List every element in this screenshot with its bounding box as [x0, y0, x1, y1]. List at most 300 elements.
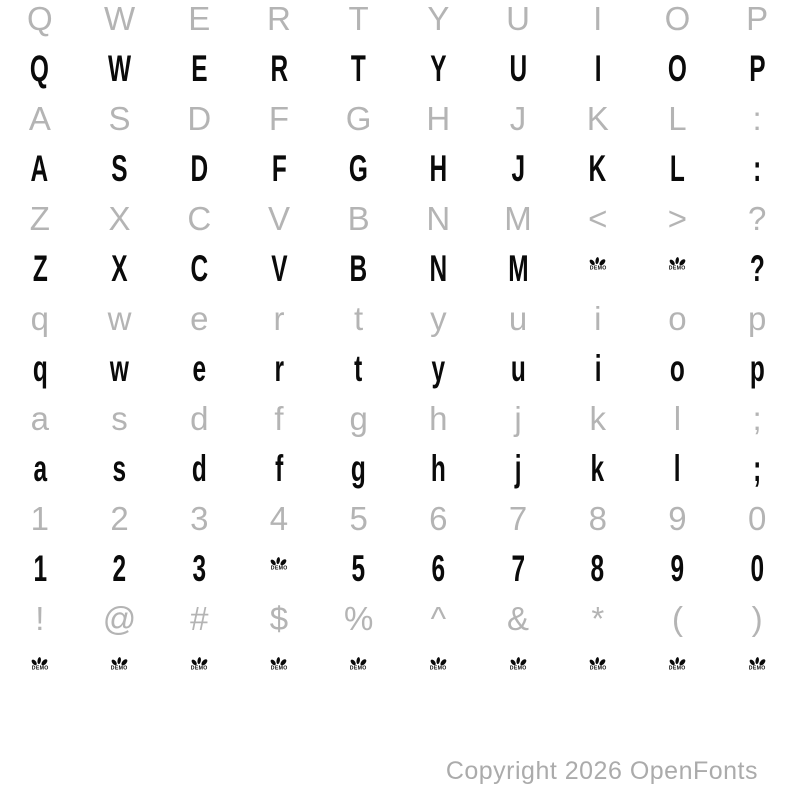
glyph-cell [638, 543, 718, 593]
glyph: W [103, 0, 136, 37]
glyph: u [510, 347, 526, 389]
glyph: O [664, 0, 691, 37]
glyph: t [354, 347, 363, 389]
glyph: ( [671, 599, 683, 637]
glyph-cell [478, 193, 558, 243]
glyph: R [267, 0, 291, 37]
glyph-cell [717, 93, 797, 143]
glyph: l [674, 447, 681, 489]
glyph: B [347, 199, 370, 237]
demo-badge [263, 556, 295, 576]
demo-badge-label: DEMO [31, 665, 49, 672]
glyph: Z [29, 199, 50, 237]
demo-glyph-placeholder-cell [239, 543, 319, 593]
glyph-cell [717, 243, 797, 293]
glyph-cell [558, 443, 638, 493]
glyph: k [590, 447, 605, 489]
glyph-cell [0, 0, 80, 43]
glyph: * [591, 599, 605, 637]
glyph: p [747, 299, 767, 337]
glyph-cell [558, 43, 638, 93]
glyph-cell [0, 443, 80, 493]
demo-glyph-placeholder-cell [558, 643, 638, 693]
glyph: C [187, 199, 212, 237]
glyph-cell [80, 143, 160, 193]
glyph: E [188, 0, 211, 37]
demo-glyph-placeholder-cell [478, 643, 558, 693]
glyph: P [748, 47, 766, 89]
glyph: ! [35, 599, 45, 637]
demo-badge-label: DEMO [589, 665, 607, 672]
glyph-cell [558, 0, 638, 43]
glyph-cell [0, 293, 80, 343]
glyph-cell [558, 93, 638, 143]
glyph-cell [638, 293, 718, 343]
glyph: @ [102, 599, 137, 637]
glyph-cell [717, 43, 797, 93]
glyph-cell [717, 393, 797, 443]
demo-glyph-placeholder-cell [239, 643, 319, 693]
glyph-cell [478, 293, 558, 343]
glyph-cell [398, 93, 478, 143]
glyph: Y [430, 47, 447, 89]
glyph: 8 [590, 547, 605, 589]
glyph-cell [239, 193, 319, 243]
glyph: ? [749, 247, 765, 289]
glyph: l [673, 399, 682, 437]
glyph-cell [319, 393, 399, 443]
glyph: L [669, 147, 685, 189]
glyph-cell [638, 393, 718, 443]
glyph: M [504, 199, 532, 237]
glyph: p [749, 347, 765, 389]
demo-glyph-placeholder-cell [717, 643, 797, 693]
glyph: r [274, 347, 284, 389]
glyph-row-4-demo [0, 143, 797, 193]
glyph-row-1-reference [0, 0, 797, 43]
demo-badge [183, 656, 215, 676]
glyph-cell [638, 193, 718, 243]
glyph: J [511, 147, 525, 189]
glyph-cell [159, 0, 239, 43]
glyph: T [351, 47, 367, 89]
glyph: A [28, 99, 51, 137]
glyph: j [514, 447, 522, 489]
glyph: Q [27, 0, 53, 37]
glyph-cell [0, 193, 80, 243]
glyph-cell [239, 143, 319, 193]
demo-badge [741, 656, 773, 676]
glyph-cell [717, 543, 797, 593]
glyph-cell [638, 93, 718, 143]
glyph: t [354, 299, 364, 337]
glyph-cell [159, 543, 239, 593]
glyph: r [273, 299, 285, 337]
glyph: V [267, 199, 290, 237]
glyph: d [190, 399, 209, 437]
glyph: H [426, 99, 451, 137]
glyph: V [270, 247, 288, 289]
glyph: R [270, 47, 288, 89]
glyph: $ [269, 599, 289, 637]
glyph-cell [319, 193, 399, 243]
glyph: 9 [670, 547, 685, 589]
demo-badge-label: DEMO [589, 265, 607, 272]
glyph: k [589, 399, 606, 437]
glyph-cell [478, 593, 558, 643]
glyph-cell [80, 443, 160, 493]
glyph-cell [159, 343, 239, 393]
glyph: 3 [190, 499, 209, 537]
glyph-cell [478, 343, 558, 393]
glyph-cell [638, 0, 718, 43]
demo-glyph-placeholder-cell [398, 643, 478, 693]
glyph-cell [717, 143, 797, 193]
glyph: 6 [431, 547, 446, 589]
copyright-text: Copyright 2026 OpenFonts [445, 757, 758, 785]
glyph: ^ [430, 599, 447, 637]
glyph: a [30, 399, 50, 437]
glyph-cell [319, 543, 399, 593]
glyph: X [108, 199, 131, 237]
glyph-cell [159, 443, 239, 493]
glyph: w [110, 347, 130, 389]
glyph-cell [159, 43, 239, 93]
glyph: 6 [429, 499, 448, 537]
glyph-cell [398, 493, 478, 543]
glyph-cell [558, 493, 638, 543]
glyph-cell [239, 343, 319, 393]
glyph: C [190, 247, 209, 289]
glyph: 4 [269, 499, 289, 537]
glyph-cell [239, 93, 319, 143]
glyph-cell [159, 93, 239, 143]
glyph-cell [0, 343, 80, 393]
glyph: D [190, 147, 209, 189]
demo-badge-label: DEMO [509, 665, 527, 672]
demo-badge [582, 256, 614, 276]
glyph: g [351, 447, 367, 489]
glyph-cell [0, 493, 80, 543]
glyph-cell [398, 193, 478, 243]
glyph-cell [0, 393, 80, 443]
demo-glyph-placeholder-cell [80, 643, 160, 693]
glyph-cell [239, 0, 319, 43]
glyph-cell [558, 193, 638, 243]
glyph: U [506, 0, 530, 37]
glyph: M [507, 247, 529, 289]
glyph-row-6-demo [0, 243, 797, 293]
demo-badge [502, 656, 534, 676]
glyph-cell [558, 143, 638, 193]
glyph: q [30, 299, 50, 337]
glyph-cell [319, 293, 399, 343]
glyph-cell [398, 443, 478, 493]
glyph: J [509, 99, 527, 137]
glyph: X [111, 247, 128, 289]
glyph: 7 [508, 499, 528, 537]
glyph-cell [239, 243, 319, 293]
glyph-cell [558, 343, 638, 393]
glyph-cell [0, 93, 80, 143]
glyph-cell [239, 43, 319, 93]
glyph-cell [80, 0, 160, 43]
glyph-cell [398, 243, 478, 293]
glyph: w [107, 299, 132, 337]
glyph-cell [319, 243, 399, 293]
glyph: F [271, 147, 287, 189]
glyph-cell [717, 443, 797, 493]
glyph-cell [80, 593, 160, 643]
glyph-cell [638, 143, 718, 193]
glyph-cell [159, 393, 239, 443]
glyph: T [348, 0, 369, 37]
glyph: i [594, 347, 602, 389]
glyph: g [349, 399, 368, 437]
glyph: d [191, 447, 207, 489]
glyph-cell [478, 93, 558, 143]
glyph: W [108, 47, 132, 89]
glyph-cell [239, 393, 319, 443]
glyph: e [190, 299, 209, 337]
glyph: f [274, 399, 284, 437]
glyph: K [586, 99, 609, 137]
glyph: ? [747, 199, 767, 237]
glyph-cell [398, 143, 478, 193]
demo-badge [582, 656, 614, 676]
demo-badge [24, 656, 56, 676]
glyph-cell [558, 293, 638, 343]
glyph-row-8-demo [0, 343, 797, 393]
demo-badge-label: DEMO [111, 665, 128, 672]
demo-badge [263, 656, 295, 676]
glyph: y [431, 347, 446, 389]
glyph: a [33, 447, 47, 489]
glyph-cell [80, 193, 160, 243]
glyph: I [594, 47, 602, 89]
glyph: h [429, 399, 448, 437]
glyph-cell [0, 593, 80, 643]
glyph: O [667, 47, 687, 89]
glyph: A [31, 147, 49, 189]
glyph: f [274, 447, 284, 489]
glyph: y [430, 299, 447, 337]
glyph: j [514, 399, 522, 437]
glyph: ) [751, 599, 763, 637]
glyph: G [349, 147, 369, 189]
glyph-cell [717, 293, 797, 343]
demo-glyph-placeholder-cell [558, 243, 638, 293]
glyph-cell [717, 593, 797, 643]
demo-badge-label: DEMO [270, 565, 288, 572]
demo-glyph-placeholder-cell [0, 643, 80, 693]
glyph-cell [0, 43, 80, 93]
demo-badge-label: DEMO [270, 665, 288, 672]
glyph: N [426, 199, 451, 237]
glyph: i [594, 299, 602, 337]
demo-badge-label: DEMO [429, 665, 447, 672]
demo-badge-label: DEMO [669, 265, 686, 272]
glyph-cell [80, 543, 160, 593]
glyph-cell [717, 193, 797, 243]
glyph-cell [319, 0, 399, 43]
glyph-row-14-demo [0, 643, 797, 693]
glyph-cell [478, 0, 558, 43]
glyph-cell [0, 143, 80, 193]
glyph: u [508, 299, 528, 337]
glyph-row-3-reference [0, 93, 797, 143]
glyph-cell [159, 243, 239, 293]
glyph: F [268, 99, 290, 137]
glyph-cell [80, 393, 160, 443]
glyph: & [507, 599, 530, 637]
glyph-cell [239, 593, 319, 643]
glyph-cell [398, 593, 478, 643]
glyph: < [588, 199, 608, 237]
glyph-cell [319, 43, 399, 93]
glyph: ; [753, 447, 762, 489]
glyph: E [191, 47, 208, 89]
glyph: e [192, 347, 207, 389]
glyph: 1 [33, 547, 47, 589]
glyph: P [746, 0, 769, 37]
glyph: 1 [30, 499, 50, 537]
glyph-row-12-demo [0, 543, 797, 593]
glyph: N [429, 247, 448, 289]
glyph: H [429, 147, 448, 189]
demo-glyph-placeholder-cell [638, 643, 718, 693]
glyph-cell [239, 493, 319, 543]
demo-glyph-placeholder-cell [319, 643, 399, 693]
demo-glyph-placeholder-cell [159, 643, 239, 693]
glyph: : [752, 99, 762, 137]
glyph-cell [558, 543, 638, 593]
glyph: 2 [110, 499, 129, 537]
glyph-row-5-reference [0, 193, 797, 243]
demo-badge [422, 656, 454, 676]
glyph-cell [717, 343, 797, 393]
glyph-cell [398, 343, 478, 393]
glyph: B [349, 247, 368, 289]
glyph-cell [80, 243, 160, 293]
glyph-row-2-demo [0, 43, 797, 93]
glyph: q [32, 347, 48, 389]
glyph-cell [319, 593, 399, 643]
glyph-cell [638, 43, 718, 93]
glyph: o [669, 347, 685, 389]
demo-badge-label: DEMO [748, 665, 766, 672]
demo-badge-label: DEMO [350, 665, 368, 672]
glyph: S [111, 147, 128, 189]
glyph-cell [159, 493, 239, 543]
demo-badge-label: DEMO [669, 665, 686, 672]
glyph-cell [398, 293, 478, 343]
demo-badge [661, 656, 693, 676]
glyph: U [509, 47, 527, 89]
glyph-cell [0, 243, 80, 293]
glyph: ; [752, 399, 762, 437]
glyph-cell [159, 293, 239, 343]
glyph-cell [558, 393, 638, 443]
glyph: # [190, 599, 209, 637]
glyph-cell [478, 493, 558, 543]
glyph-cell [398, 393, 478, 443]
glyph-cell [319, 443, 399, 493]
glyph: 0 [750, 547, 764, 589]
glyph-cell [478, 443, 558, 493]
glyph-cell [478, 143, 558, 193]
glyph-cell [159, 593, 239, 643]
glyph: o [668, 299, 687, 337]
glyph-cell [80, 43, 160, 93]
glyph-cell [478, 393, 558, 443]
glyph-cell [319, 493, 399, 543]
demo-badge [103, 656, 135, 676]
glyph-cell [638, 593, 718, 643]
glyph: h [430, 447, 446, 489]
glyph-cell [638, 343, 718, 393]
glyph-cell [159, 143, 239, 193]
glyph: 8 [588, 499, 607, 537]
glyph: K [588, 147, 607, 189]
glyph-cell [0, 543, 80, 593]
glyph-cell [80, 93, 160, 143]
glyph-cell [159, 193, 239, 243]
demo-badge [661, 256, 693, 276]
glyph: 9 [668, 499, 687, 537]
glyph-cell [319, 93, 399, 143]
glyph-cell [239, 293, 319, 343]
glyph: > [667, 199, 688, 237]
glyph-cell [478, 243, 558, 293]
glyph-cell [638, 493, 718, 543]
glyph: G [345, 99, 372, 137]
glyph-row-10-demo [0, 443, 797, 493]
glyph: Q [30, 47, 50, 89]
glyph: Y [427, 0, 450, 37]
glyph: s [112, 447, 127, 489]
glyph: 5 [349, 499, 368, 537]
glyph-cell [80, 493, 160, 543]
glyph: % [343, 599, 374, 637]
glyph-cell [478, 43, 558, 93]
glyph: : [753, 147, 762, 189]
glyph-cell [398, 0, 478, 43]
glyph: s [111, 399, 128, 437]
glyph-cell [558, 593, 638, 643]
glyph-cell [717, 0, 797, 43]
glyph: S [108, 99, 131, 137]
glyph-cell [80, 293, 160, 343]
demo-badge-label: DEMO [190, 665, 208, 672]
glyph: 0 [747, 499, 767, 537]
glyph: L [668, 99, 687, 137]
glyph-row-7-reference [0, 293, 797, 343]
glyph: 2 [112, 547, 127, 589]
glyph-cell [478, 543, 558, 593]
glyph-cell [398, 43, 478, 93]
demo-badge [342, 656, 374, 676]
glyph-row-11-reference [0, 493, 797, 543]
glyph: Z [32, 247, 48, 289]
glyph-cell [398, 543, 478, 593]
glyph: 7 [511, 547, 525, 589]
glyph-cell [638, 443, 718, 493]
glyph-cell [717, 493, 797, 543]
glyph-cell [319, 143, 399, 193]
glyph-row-13-reference [0, 593, 797, 643]
glyph-cell [80, 343, 160, 393]
